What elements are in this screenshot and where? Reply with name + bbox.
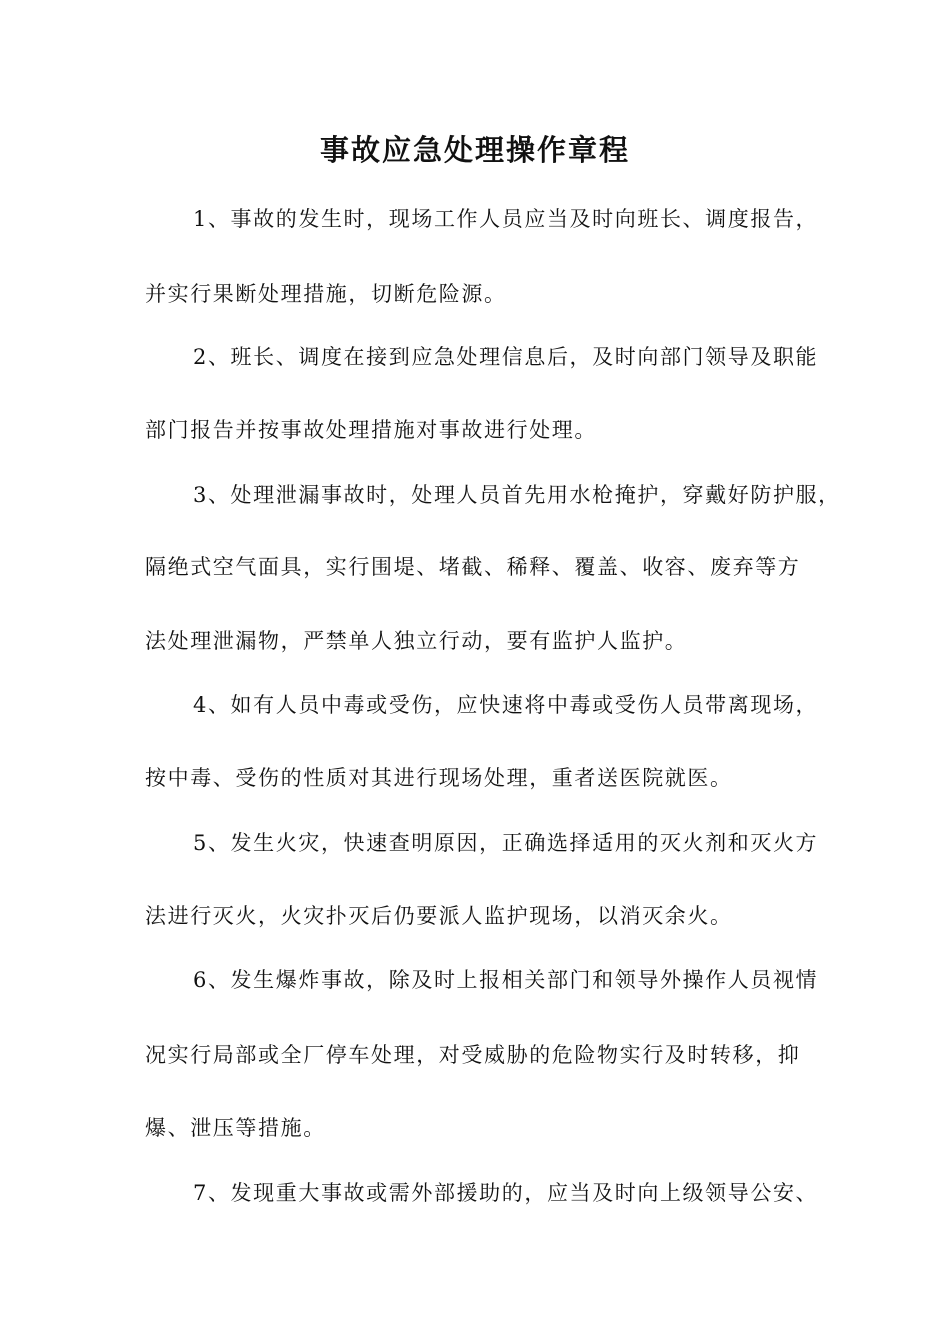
paragraph-2-line-2: 部门报告并按事故处理措施对事故进行处理。 bbox=[145, 418, 597, 442]
paragraph-6-line-2: 况实行局部或全厂停车处理，对受威胁的危险物实行及时转移，抑 bbox=[145, 1043, 801, 1067]
paragraph-3-line-2: 隔绝式空气面具，实行围堤、堵截、稀释、覆盖、收容、废弃等方 bbox=[145, 555, 801, 579]
paragraph-1-line-2: 并实行果断处理措施，切断危险源。 bbox=[145, 282, 507, 306]
paragraph-6-line-3: 爆、泄压等措施。 bbox=[145, 1116, 326, 1140]
paragraph-4-line-2: 按中毒、受伤的性质对其进行现场处理，重者送医院就医。 bbox=[145, 766, 733, 790]
paragraph-4-line-1: 4、如有人员中毒或受伤，应快速将中毒或受伤人员带离现场， bbox=[193, 693, 819, 717]
paragraph-7-line-1: 7、发现重大事故或需外部援助的，应当及时向上级领导公安、 bbox=[193, 1181, 819, 1205]
paragraph-5-line-1: 5、发生火灾，快速查明原因，正确选择适用的灭火剂和灭火方 bbox=[193, 831, 819, 855]
paragraph-5-line-2: 法进行灭火，火灾扑灭后仍要派人监护现场，以消灭余火。 bbox=[145, 904, 733, 928]
paragraph-3-line-1: 3、处理泄漏事故时，处理人员首先用水枪掩护，穿戴好防护服， bbox=[193, 483, 841, 507]
paragraph-1-line-1: 1、事故的发生时，现场工作人员应当及时向班长、调度报告， bbox=[193, 207, 819, 231]
paragraph-6-line-1: 6、发生爆炸事故，除及时上报相关部门和领导外操作人员视情 bbox=[193, 968, 819, 992]
paragraph-3-line-3: 法处理泄漏物，严禁单人独立行动，要有监护人监护。 bbox=[145, 629, 688, 653]
paragraph-2-line-1: 2、班长、调度在接到应急处理信息后，及时向部门领导及职能 bbox=[193, 345, 819, 369]
document-title: 事故应急处理操作章程 bbox=[319, 133, 630, 167]
